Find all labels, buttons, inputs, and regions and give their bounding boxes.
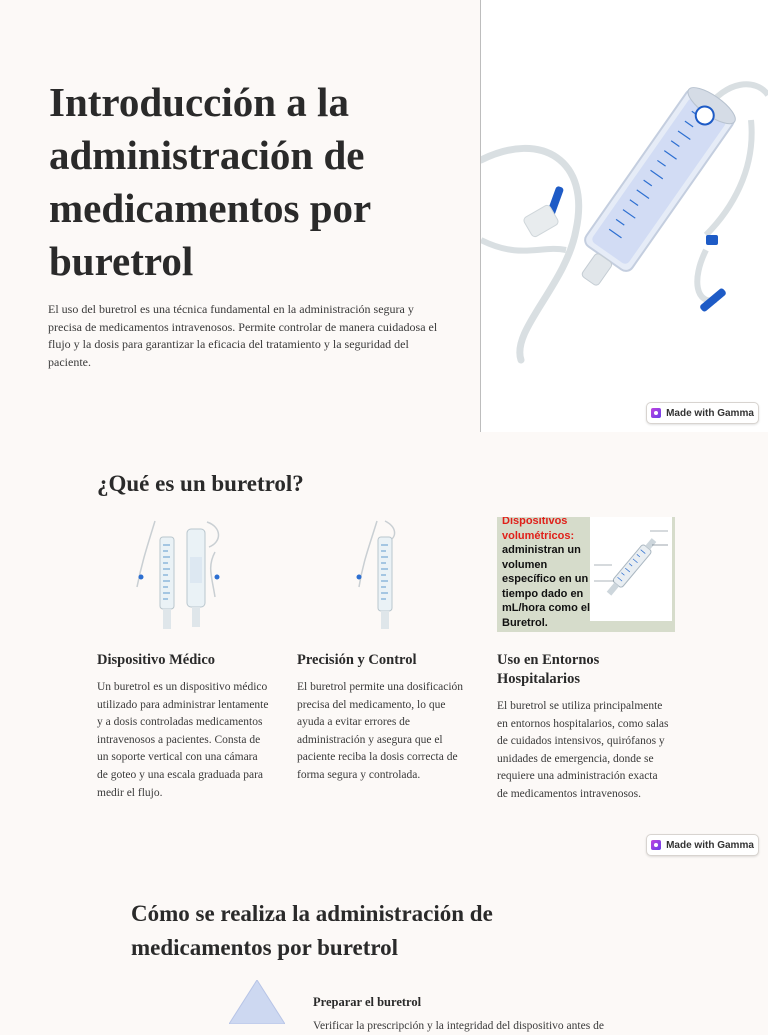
card-image-single-buretrol	[297, 517, 475, 632]
slide-intro	[0, 0, 768, 432]
card-medical-device	[97, 517, 275, 802]
pyramid-step-graphic	[229, 980, 285, 1024]
card-text: Un buretrol es un dispositivo médico utilizado para administrar lentamente y a dosis controladas medicamentos intravenosos a pacientes. Consta de un soporte vertical con una cámara de goteo y una escala graduada para medir el flujo.	[97, 681, 269, 799]
card-precision-control	[297, 517, 475, 785]
card-title: Uso en Entornos Hospitalarios	[497, 652, 600, 687]
section-title: ¿Qué es un buretrol?	[97, 471, 304, 496]
intro-description: El uso del buretrol es una técnica fundamental en la administración segura y precisa de medicamentos intravenosos. Permite controlar de manera cuidadosa el flujo y la dosis para garantizar la eficacia del tratamiento y la seguridad del paciente.	[48, 302, 438, 369]
buretrol-photo	[481, 0, 768, 432]
card-image-two-buretrols	[97, 517, 275, 632]
volumetric-devices-caption	[502, 517, 594, 630]
gamma-logo-icon	[651, 840, 661, 850]
volumetric-devices-graphic	[497, 517, 675, 632]
card-title: Precisión y Control	[297, 652, 417, 668]
badge-label: Made with Gamma	[666, 839, 754, 851]
intro-title: Introducción a la administración de medicamentos por buretrol	[49, 79, 371, 284]
made-with-gamma-badge[interactable]	[646, 402, 759, 424]
step-text: Verificar la prescripción y la integridad del dispositivo antes de	[313, 1020, 604, 1032]
card-hospital-use	[497, 517, 675, 804]
card-text: El buretrol permite una dosificación precisa del medicamento, lo que ayuda a evitar errores de administración y asegura que el paciente reciba la dosis correcta de forma segura y controlada.	[297, 681, 464, 781]
intro-text-panel	[0, 0, 480, 432]
card-title: Dispositivo Médico	[97, 652, 216, 668]
badge-label: Made with Gamma	[666, 407, 754, 419]
card-image-volumetric-devices	[497, 517, 675, 632]
volumetric-body: administran un volumen específico en un tiempo dado en mL/hora como el Buretrol.	[502, 544, 591, 629]
step-title: Preparar el buretrol	[313, 995, 422, 1009]
volumetric-syringe-photo	[590, 517, 672, 621]
volumetric-heading: Dispositivos volumétricos:	[502, 517, 575, 542]
section-title: Cómo se realiza la administración de medicamentos por buretrol	[131, 901, 493, 960]
card-text: El buretrol se utiliza principalmente en entornos hospitalarios, como salas de cuidados intensivos, quirófanos y unidades de emergencia, donde se requiere una administración exacta de medicamentos intravenosos.	[497, 700, 669, 800]
made-with-gamma-badge[interactable]	[646, 834, 759, 856]
gamma-logo-icon	[651, 408, 661, 418]
